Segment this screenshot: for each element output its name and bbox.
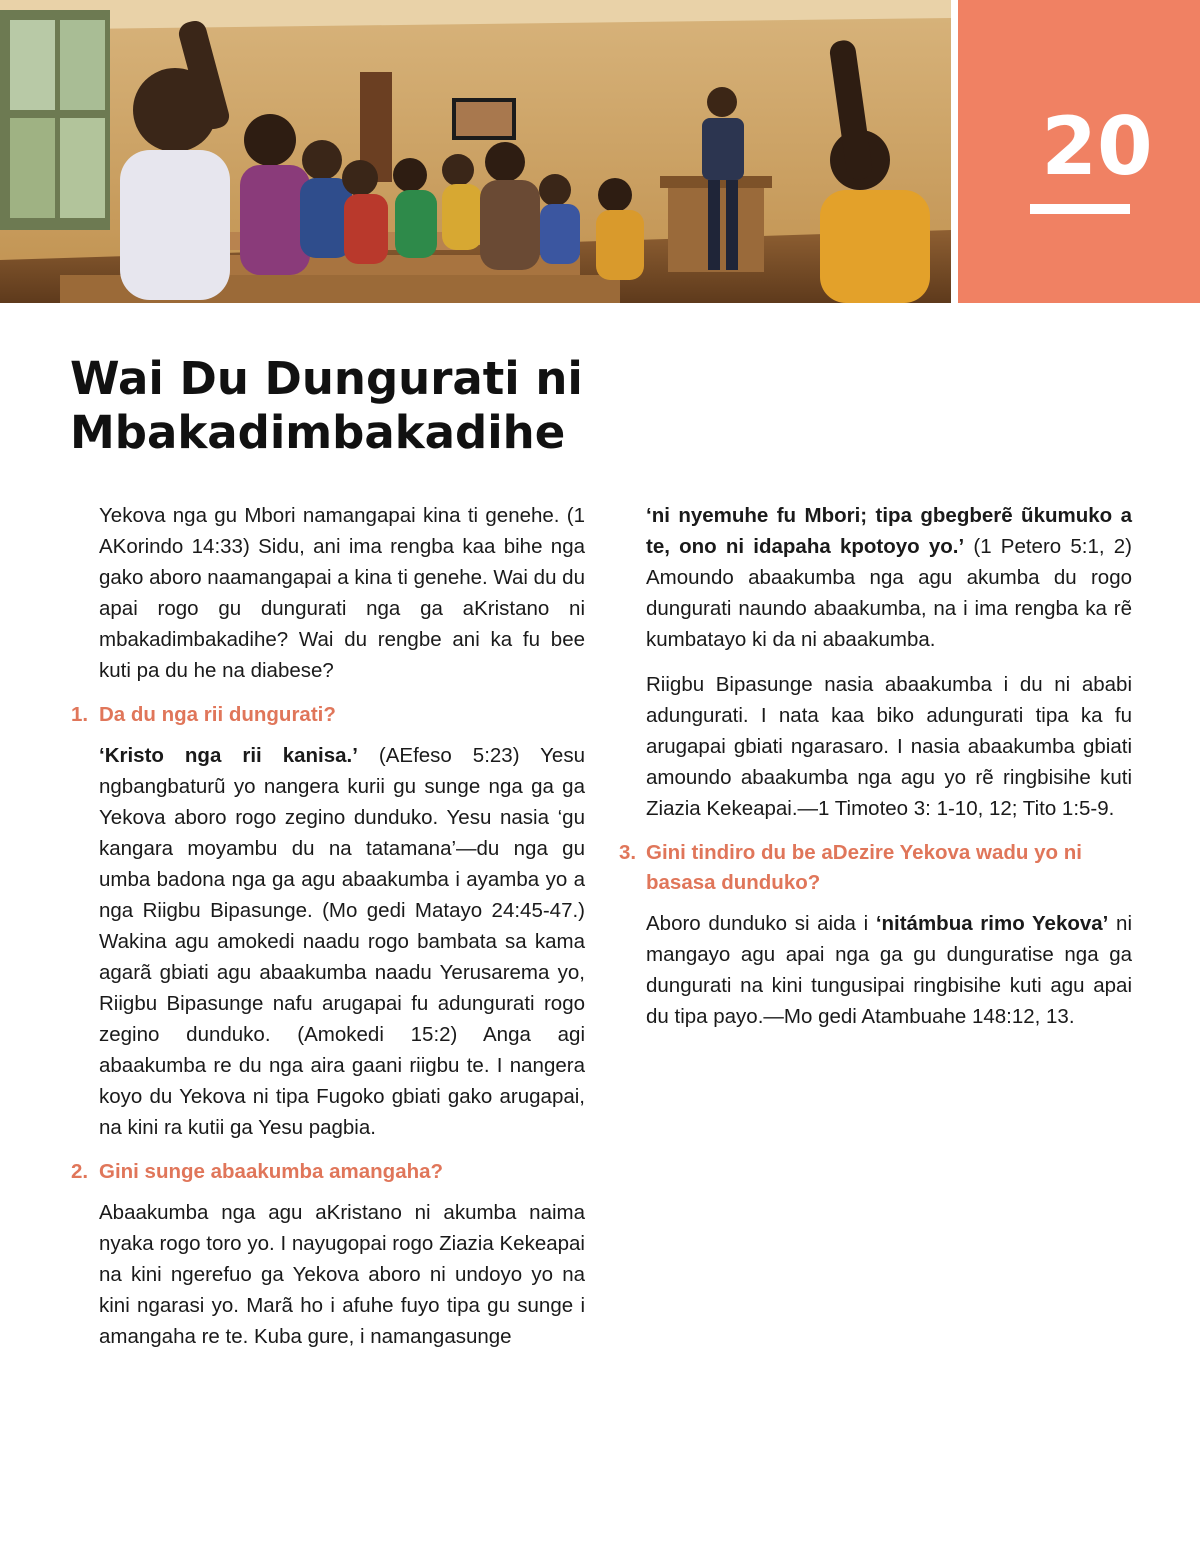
question-1-paragraph bbox=[99, 740, 585, 1143]
chapter-number-underline bbox=[1030, 204, 1130, 214]
question-2-paragraph-continued bbox=[646, 500, 1132, 655]
left-column bbox=[71, 500, 585, 1352]
question-1-bold-quote: ‘Kristo nga rii kanisa.’ bbox=[99, 744, 358, 767]
right-column bbox=[619, 500, 1132, 1046]
question-2-text: Gini sunge abaakumba amangaha? bbox=[99, 1160, 444, 1183]
question-1-number: 1. bbox=[71, 703, 89, 726]
question-2-number: 2. bbox=[71, 1160, 89, 1183]
question-3-paragraph bbox=[646, 908, 1132, 1032]
hero-image-congregation-meeting bbox=[0, 0, 951, 303]
question-3-body-start: Aboro dunduko si aida i bbox=[646, 912, 876, 935]
question-2-body-end: (1 Petero 5:1, 2) Amoundo abaakumba nga agu akumba du rogo dungurati naundo abaakumba, na i ima rengba ka rẽ kumbatayo ki da ni abaakumba. bbox=[646, 535, 1132, 651]
congregation-illustration bbox=[0, 0, 951, 303]
chapter-number-box bbox=[958, 0, 1200, 303]
question-2-paragraph-2: Riigbu Bipasunge nasia abaakumba i du ni ababi adungurati. I nata kaa biko adungurati tipa ka fu arugapai gbiati ngarasaro. I nasia abaakumba gbiati amoundo abaakumba nga agu yo rẽ ringbisihe kuti Ziazia Kekeapai.—1 Timoteo 3: 1-10, 12; Tito 1:5-9. bbox=[646, 673, 1132, 820]
question-2-bold-quote: ‘ni nyemuhe fu Mbori; tipa gbegberẽ ũkumuko a te, ono ni idapaha kpotoyo yo.’ bbox=[646, 504, 1132, 558]
chapter-number: 20 bbox=[1041, 100, 1153, 193]
question-3-bold-quote: ‘nitámbua rimo Yekova’ bbox=[875, 912, 1109, 935]
question-3-body-end: ni mangayo agu apai nga ga gu dunguratise nga ga dungurati na kini tungusipai ringbisihe kuti agu apai du tipa payo.—Mo gedi Atambuahe 148:12, 13. bbox=[646, 912, 1132, 1028]
question-1-heading bbox=[71, 700, 585, 730]
question-3-number: 3. bbox=[619, 841, 637, 864]
question-2-body-start: Abaakumba nga agu aKristano ni akumba naima nyaka rogo toro yo. I nayugopai rogo Ziazia Kekeapai na kini ngerefuo ga Yekova aboro ni undoyo yo na kini ngarasi yo. Marã ho i afuhe fuyo tipa gu sunge i amangaha re te. Kuba gure, i namangasunge bbox=[99, 1201, 585, 1348]
question-3-text: Gini tindiro du be aDezire Yekova wadu yo ni basasa dunduko? bbox=[646, 841, 1082, 894]
page-title: Wai Du Dungurati ni Mbakadimbakadihe bbox=[70, 352, 583, 459]
question-1-body: (AEfeso 5:23) Yesu ngbangbaturũ yo nangera kurii gu sunge nga ga ga Yekova aboro rogo zegino dunduko. Yesu nasia ‘gu kangara moyambu du na tatamana’—du nga gu umba badona nga ga agu abaakumba i ayamba yo a nga Riigbu Bipasunge. (Mo gedi Matayo 24:45-47.) Wakina agu amokedi naadu rogo bambata sa kama agarã gbiati agu abaakumba naadu Yerusarema yo, Riigbu Bipasunge nafu arugapai fu adungurati rogo zegino dunduko. (Amokedi 15:2) Anga agi abaakumba re du nga aira gaani riigbu te. I nangera koyo du Yekova ni tipa Fugoko gbiati gako arugapai, na kini ra kutii ga Yesu pagbia. bbox=[99, 744, 585, 1139]
question-2-paragraph-start bbox=[99, 1197, 585, 1352]
question-1-text: Da du nga rii dungurati? bbox=[99, 703, 336, 726]
question-2-heading bbox=[71, 1157, 585, 1187]
question-3-heading bbox=[619, 838, 1132, 898]
intro-paragraph: Yekova nga gu Mbori namangapai kina ti genehe. (1 AKorindo 14:33) Sidu, ani ima rengba kaa bihe nga gako aboro naamangapai a kina ti genehe. Wai du du apai rogo gu dungurati nga ga aKristano ni mbakadimbakadihe? Wai du rengbe ani ka fu bee kuti pa du he na diabese? bbox=[99, 504, 585, 682]
